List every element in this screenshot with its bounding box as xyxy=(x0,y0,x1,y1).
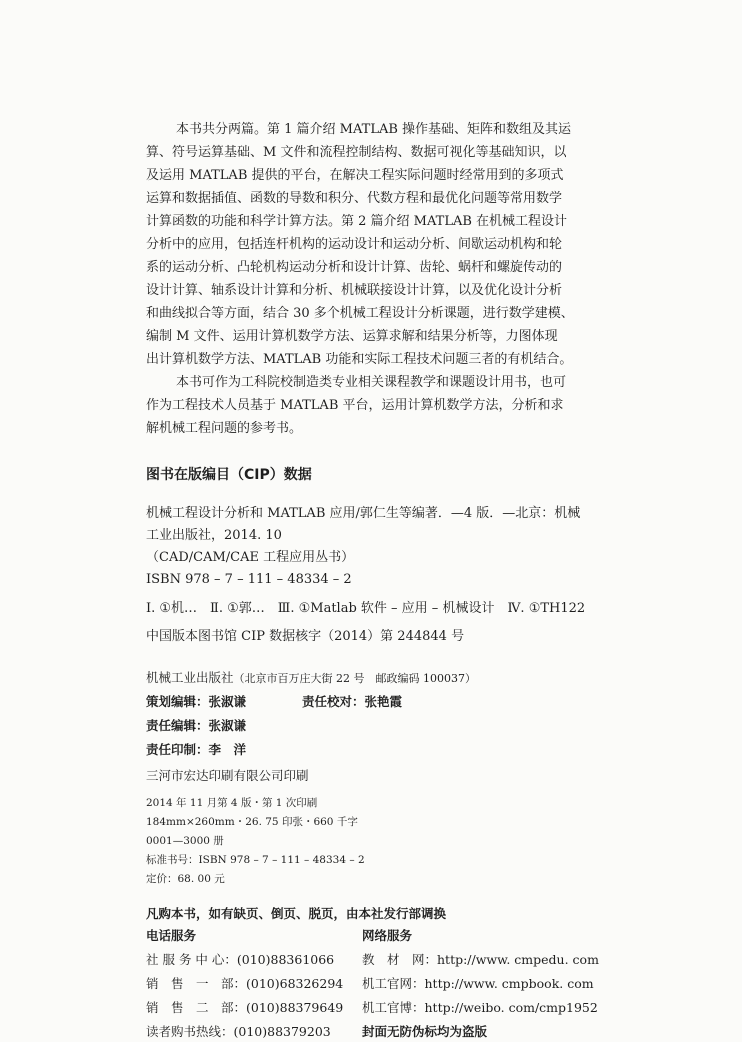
cip-line-1: 机械工程设计分析和 MATLAB 应用/郭仁生等编著．—4 版．—北京：机械 xyxy=(146,506,581,521)
phone-sales-1: 销 售 一 部：(010)68326294 xyxy=(146,976,344,991)
intro-line-7: 系的运动分析、凸轮机构运动分析和设计计算、齿轮、蜗杆和螺旋传动的 xyxy=(146,260,563,275)
cip-line-3: （CAD/CAM/CAE 工程应用丛书） xyxy=(146,550,355,565)
publisher-line xyxy=(146,668,476,686)
intro-line-1: 本书共分两篇。第 1 篇介绍 MATLAB 操作基础、矩阵和数组及其运 xyxy=(176,122,572,137)
intro-line-3: 及运用 MATLAB 提供的平台，在解决工程实际问题时经常用到的多项式 xyxy=(146,168,564,183)
intro-line-4: 运算和数据插值、函数的导数和积分、代数方程和最优化问题等常用数学 xyxy=(146,191,563,206)
printer: 三河市宏达印刷有限公司印刷 xyxy=(146,768,309,783)
cip-line-4: ISBN 978 – 7 – 111 – 48334 – 2 xyxy=(146,572,352,587)
intro-line-6: 分析中的应用，包括连杆机构的运动设计和运动分析、间歇运动机构和轮 xyxy=(146,237,563,252)
edition-line: 2014 年 11 月第 4 版・第 1 次印刷 xyxy=(146,797,318,809)
cip-classification: Ⅰ. ①机… Ⅱ. ①郭… Ⅲ. ①Matlab 软件 – 应用 – 机械设计 Ⅳ. ①TH122 xyxy=(146,601,586,616)
planning-editor: 策划编辑：张淑谦 xyxy=(146,694,247,709)
intro-line-2: 算、符号运算基础、M 文件和流程控制结构、数据可视化等基础知识，以 xyxy=(146,145,567,160)
responsible-editor: 责任编辑：张淑谦 xyxy=(146,718,247,733)
intro-line-11: 出计算机数学方法、MATLAB 功能和实际工程技术问题三者的有机结合。 xyxy=(146,352,573,367)
intro-line-9: 和曲线拟合等方面，结合 30 多个机械工程设计分析课题，进行数学建模、 xyxy=(146,306,574,321)
web-services-heading: 网络服务 xyxy=(362,928,413,943)
format-line: 184mm×260mm・26. 75 印张・660 千字 xyxy=(146,816,358,828)
proofreader: 责任校对：张艳霞 xyxy=(302,694,403,709)
publisher-address: （北京市百万庄大街 22 号 邮政编码 100037） xyxy=(233,672,476,685)
phone-service-center: 社 服 务 中 心：(010)88361066 xyxy=(146,952,335,967)
web-textbook-site: 教 材 网：http://www. cmpedu. com xyxy=(362,952,599,967)
web-official-site: 机工官网：http://www. cmpbook. com xyxy=(362,976,594,991)
phone-reader-hotline: 读者购书热线：(010)88379203 xyxy=(146,1024,331,1039)
intro-line-8: 设计计算、轴系设计计算和分析、机械联接设计计算，以及优化设计分析 xyxy=(146,283,563,298)
publisher-name: 机械工业出版社 xyxy=(146,670,234,685)
isbn-line: 标准书号：ISBN 978 – 7 – 111 – 48334 – 2 xyxy=(146,854,365,866)
cip-heading: 图书在版编目（CIP）数据 xyxy=(146,467,312,483)
phone-sales-2: 销 售 二 部：(010)88379649 xyxy=(146,1000,344,1015)
intro-line-12: 本书可作为工科院校制造类专业相关课程教学和课题设计用书，也可 xyxy=(176,375,567,390)
copies-line: 0001—3000 册 xyxy=(146,835,224,847)
intro-line-13: 作为工程技术人员基于 MATLAB 平台，运用计算机数学方法，分析和求 xyxy=(146,398,564,413)
web-official-weibo: 机工官博：http://weibo. com/cmp1952 xyxy=(362,1000,598,1015)
cip-record-number: 中国版本图书馆 CIP 数据核字（2014）第 244844 号 xyxy=(146,629,465,644)
print-supervisor: 责任印制：李 洋 xyxy=(146,742,247,757)
intro-line-5: 计算函数的功能和科学计算方法。第 2 篇介绍 MATLAB 在机械工程设计 xyxy=(146,214,568,229)
cip-line-2: 工业出版社，2014. 10 xyxy=(146,528,282,543)
defect-notice: 凡购本书，如有缺页、倒页、脱页，由本社发行部调换 xyxy=(146,906,447,921)
intro-line-14: 解机械工程问题的参考书。 xyxy=(146,421,303,436)
phone-services-heading: 电话服务 xyxy=(146,928,197,943)
intro-line-10: 编制 M 文件、运用计算机数学方法、运算求解和结果分析等，力图体现 xyxy=(146,329,558,344)
price-line: 定价：68. 00 元 xyxy=(146,873,225,885)
anti-counterfeit-notice: 封面无防伪标均为盗版 xyxy=(362,1024,488,1039)
